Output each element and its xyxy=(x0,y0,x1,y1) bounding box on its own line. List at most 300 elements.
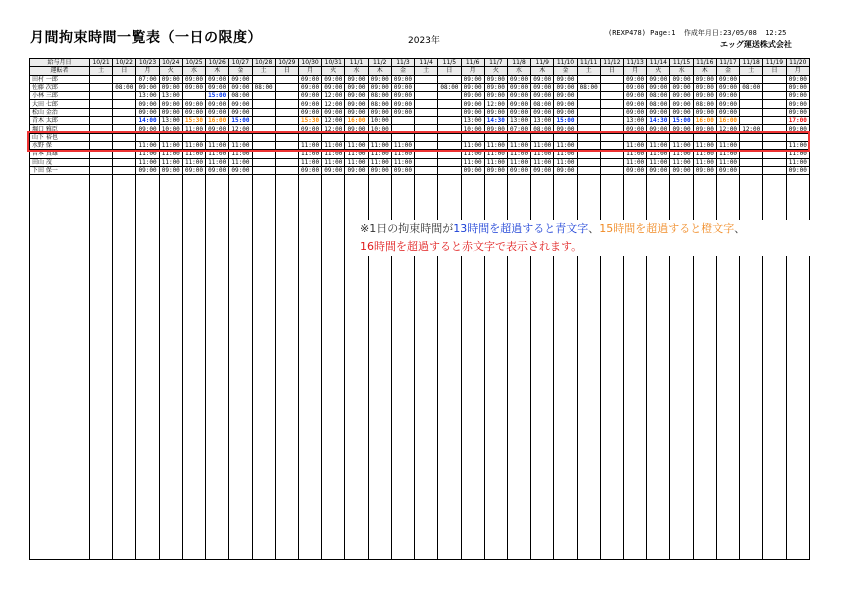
time-cell: 09:00 xyxy=(345,166,368,174)
time-cell: 11:00 xyxy=(461,141,484,149)
weekday-header-cell: 木 xyxy=(531,67,554,75)
note-sep-2: 、 xyxy=(734,222,746,235)
time-cell: 09:00 xyxy=(298,83,321,91)
time-cell xyxy=(415,100,438,108)
date-header-cell: 11/13 xyxy=(624,59,647,67)
time-cell xyxy=(763,141,786,149)
time-cell: 09:00 xyxy=(368,108,391,116)
report-year: 2023年 xyxy=(408,36,440,46)
time-cell: 11:00 xyxy=(670,141,693,149)
time-cell: 11:00 xyxy=(624,150,647,158)
time-cell: 09:00 xyxy=(345,92,368,100)
time-cell: 14:00 xyxy=(136,117,159,125)
time-cell: 09:00 xyxy=(229,166,252,174)
time-cell: 09:00 xyxy=(716,75,739,83)
date-header-cell: 10/23 xyxy=(136,59,159,67)
time-cell xyxy=(275,133,298,141)
time-cell xyxy=(600,150,623,158)
time-cell: 12:00 xyxy=(322,92,345,100)
time-cell xyxy=(391,117,414,125)
time-cell: 11:00 xyxy=(716,158,739,166)
time-cell: 09:00 xyxy=(786,108,809,116)
page-title: 月間拘束時間一覧表（一日の限度） xyxy=(30,30,262,46)
weekday-header-cell: 金 xyxy=(554,67,577,75)
driver-row xyxy=(30,150,810,158)
weekday-header-cell: 月 xyxy=(624,67,647,75)
weekday-header-cell: 水 xyxy=(345,67,368,75)
time-cell: 11:00 xyxy=(229,158,252,166)
time-cell xyxy=(600,92,623,100)
time-cell xyxy=(252,117,275,125)
time-cell xyxy=(740,141,763,149)
time-cell xyxy=(252,100,275,108)
time-cell xyxy=(600,166,623,174)
time-cell: 11:00 xyxy=(182,141,205,149)
time-cell: 10:00 xyxy=(461,125,484,133)
time-cell: 11:00 xyxy=(693,158,716,166)
time-cell xyxy=(415,150,438,158)
time-cell: 11:00 xyxy=(182,150,205,158)
time-cell xyxy=(600,100,623,108)
time-cell xyxy=(182,92,205,100)
time-cell: 09:00 xyxy=(461,75,484,83)
driver-name-cell: 吉本 真雄 xyxy=(30,150,90,158)
time-cell xyxy=(90,83,113,91)
time-cell xyxy=(415,108,438,116)
time-cell: 09:00 xyxy=(484,92,507,100)
weekday-header-cell: 土 xyxy=(415,67,438,75)
time-cell xyxy=(438,133,461,141)
time-cell: 09:00 xyxy=(484,166,507,174)
time-cell xyxy=(438,75,461,83)
time-cell: 12:00 xyxy=(484,100,507,108)
blank-cell xyxy=(90,175,113,560)
time-cell xyxy=(415,158,438,166)
time-cell: 09:00 xyxy=(693,125,716,133)
time-cell: 09:00 xyxy=(786,100,809,108)
date-header-cell: 11/12 xyxy=(600,59,623,67)
time-cell: 09:00 xyxy=(461,92,484,100)
time-cell xyxy=(577,141,600,149)
time-cell: 09:00 xyxy=(159,100,182,108)
time-cell: 09:00 xyxy=(345,125,368,133)
time-cell: 11:00 xyxy=(461,158,484,166)
time-cell xyxy=(391,133,414,141)
time-cell: 09:00 xyxy=(461,100,484,108)
time-cell xyxy=(275,75,298,83)
time-cell: 12:00 xyxy=(322,125,345,133)
weekday-header-cell: 日 xyxy=(275,67,298,75)
time-cell xyxy=(600,117,623,125)
time-cell xyxy=(763,125,786,133)
time-cell: 11:00 xyxy=(531,150,554,158)
time-cell: 09:00 xyxy=(298,92,321,100)
time-cell: 09:00 xyxy=(391,75,414,83)
time-cell: 09:00 xyxy=(531,166,554,174)
time-cell: 11:00 xyxy=(554,141,577,149)
date-header-cell: 11/20 xyxy=(786,59,809,67)
time-cell xyxy=(159,133,182,141)
time-cell: 09:00 xyxy=(554,75,577,83)
time-cell xyxy=(252,108,275,116)
time-cell: 09:00 xyxy=(298,100,321,108)
date-header-cell: 10/31 xyxy=(322,59,345,67)
blank-cell xyxy=(113,175,136,560)
report-meta: (REXP478) Page:1 作成年月日:23/05/08 12:25 xyxy=(608,29,787,37)
time-cell: 11:00 xyxy=(345,158,368,166)
time-cell: 11:00 xyxy=(647,141,670,149)
time-cell: 07:00 xyxy=(136,75,159,83)
time-cell: 10:00 xyxy=(368,125,391,133)
time-cell xyxy=(275,108,298,116)
driver-name-cell: 山下 裕也 xyxy=(30,133,90,141)
driver-name-cell: 佐藤 次郎 xyxy=(30,83,90,91)
time-cell: 11:00 xyxy=(136,158,159,166)
time-cell: 09:00 xyxy=(484,75,507,83)
time-cell: 09:00 xyxy=(159,166,182,174)
time-cell: 11:00 xyxy=(786,150,809,158)
time-cell: 11:00 xyxy=(554,158,577,166)
header-label-date: 給与月日 xyxy=(30,59,90,67)
time-cell: 16:00 xyxy=(206,117,229,125)
blank-cell xyxy=(136,175,159,560)
time-cell xyxy=(438,108,461,116)
date-header-cell: 11/14 xyxy=(647,59,670,67)
time-cell: 09:00 xyxy=(716,166,739,174)
time-cell: 09:00 xyxy=(298,75,321,83)
date-header-cell: 11/9 xyxy=(531,59,554,67)
time-cell xyxy=(438,150,461,158)
time-cell: 09:00 xyxy=(786,125,809,133)
time-cell: 09:00 xyxy=(507,92,530,100)
date-header-cell: 10/27 xyxy=(229,59,252,67)
time-cell: 09:00 xyxy=(716,92,739,100)
time-cell: 11:00 xyxy=(322,141,345,149)
time-cell: 11:00 xyxy=(182,158,205,166)
time-cell: 08:00 xyxy=(740,83,763,91)
time-cell xyxy=(740,158,763,166)
time-cell: 11:00 xyxy=(206,141,229,149)
time-cell: 09:00 xyxy=(368,83,391,91)
time-cell: 09:00 xyxy=(670,75,693,83)
time-cell: 15:00 xyxy=(670,117,693,125)
time-cell: 09:00 xyxy=(182,100,205,108)
time-cell: 09:00 xyxy=(368,75,391,83)
time-cell: 09:00 xyxy=(484,108,507,116)
time-cell xyxy=(577,75,600,83)
driver-name-cell: 田山 茂 xyxy=(30,158,90,166)
time-cell xyxy=(136,133,159,141)
weekday-header-cell: 水 xyxy=(182,67,205,75)
weekday-header-cell: 土 xyxy=(90,67,113,75)
time-cell: 11:00 xyxy=(182,125,205,133)
time-cell: 09:00 xyxy=(484,125,507,133)
time-cell xyxy=(577,108,600,116)
time-cell xyxy=(252,150,275,158)
time-cell: 11:00 xyxy=(298,158,321,166)
time-cell: 09:00 xyxy=(624,125,647,133)
header-row-weekdays xyxy=(30,67,810,75)
time-cell: 09:00 xyxy=(554,166,577,174)
note-sep-1: 、 xyxy=(588,222,600,235)
time-cell xyxy=(600,75,623,83)
time-cell xyxy=(275,117,298,125)
weekday-header-cell: 土 xyxy=(577,67,600,75)
time-cell xyxy=(716,133,739,141)
time-cell: 11:00 xyxy=(229,141,252,149)
time-cell: 11:00 xyxy=(229,150,252,158)
weekday-header-cell: 月 xyxy=(298,67,321,75)
time-cell xyxy=(763,83,786,91)
time-cell: 09:00 xyxy=(322,108,345,116)
time-cell: 09:00 xyxy=(345,83,368,91)
time-cell: 11:00 xyxy=(391,150,414,158)
time-cell: 09:00 xyxy=(229,108,252,116)
time-cell: 11:00 xyxy=(322,150,345,158)
time-cell xyxy=(484,133,507,141)
driver-name-cell: 松山 金治 xyxy=(30,108,90,116)
time-cell: 11:00 xyxy=(531,141,554,149)
date-header-cell: 11/19 xyxy=(763,59,786,67)
blank-cell xyxy=(298,175,321,560)
driver-row xyxy=(30,166,810,174)
time-cell xyxy=(786,133,809,141)
time-cell: 09:00 xyxy=(693,75,716,83)
time-cell: 09:00 xyxy=(206,125,229,133)
time-cell: 09:00 xyxy=(716,108,739,116)
driver-name-cell: 下田 保一 xyxy=(30,166,90,174)
time-cell xyxy=(438,100,461,108)
time-cell: 09:00 xyxy=(484,83,507,91)
time-cell: 09:00 xyxy=(206,100,229,108)
time-cell xyxy=(461,133,484,141)
time-cell xyxy=(345,133,368,141)
driver-name-cell: 堀口 雅臣 xyxy=(30,125,90,133)
time-cell: 16:00 xyxy=(345,117,368,125)
time-cell xyxy=(113,158,136,166)
time-cell: 10:00 xyxy=(368,117,391,125)
date-header-cell: 10/30 xyxy=(298,59,321,67)
time-cell: 09:00 xyxy=(298,166,321,174)
date-header-cell: 11/5 xyxy=(438,59,461,67)
time-cell: 09:00 xyxy=(368,166,391,174)
time-cell: 07:00 xyxy=(507,125,530,133)
time-cell: 11:00 xyxy=(624,158,647,166)
driver-row xyxy=(30,75,810,83)
time-cell: 15:30 xyxy=(182,117,205,125)
time-cell: 14:30 xyxy=(484,117,507,125)
time-cell: 09:00 xyxy=(647,75,670,83)
time-cell: 09:00 xyxy=(693,108,716,116)
time-cell xyxy=(206,133,229,141)
date-header-cell: 11/4 xyxy=(415,59,438,67)
time-cell xyxy=(90,117,113,125)
driver-row xyxy=(30,100,810,108)
time-cell xyxy=(391,125,414,133)
time-cell xyxy=(322,133,345,141)
time-cell xyxy=(252,133,275,141)
time-cell xyxy=(624,133,647,141)
date-header-cell: 11/11 xyxy=(577,59,600,67)
time-cell xyxy=(415,92,438,100)
time-cell: 11:00 xyxy=(159,141,182,149)
time-cell xyxy=(275,125,298,133)
driver-row xyxy=(30,141,810,149)
time-cell xyxy=(415,166,438,174)
time-cell: 11:00 xyxy=(345,150,368,158)
time-cell: 09:00 xyxy=(716,83,739,91)
driver-name-cell: 田村 一郎 xyxy=(30,75,90,83)
driver-name-cell: 小林 三郎 xyxy=(30,92,90,100)
time-cell xyxy=(763,150,786,158)
time-cell: 08:00 xyxy=(438,83,461,91)
driver-row xyxy=(30,133,810,141)
date-header-cell: 10/24 xyxy=(159,59,182,67)
time-cell: 09:00 xyxy=(716,100,739,108)
date-header-cell: 11/10 xyxy=(554,59,577,67)
time-cell xyxy=(577,117,600,125)
time-cell: 11:00 xyxy=(345,141,368,149)
time-cell: 08:00 xyxy=(693,100,716,108)
time-cell xyxy=(275,150,298,158)
time-cell xyxy=(252,166,275,174)
note-blue-rule: 13時間を超過すると青文字 xyxy=(453,222,589,235)
time-cell xyxy=(577,125,600,133)
time-cell xyxy=(577,133,600,141)
time-cell: 11:00 xyxy=(647,158,670,166)
time-cell: 09:00 xyxy=(159,75,182,83)
time-cell xyxy=(182,133,205,141)
date-header-cell: 11/1 xyxy=(345,59,368,67)
time-cell: 09:00 xyxy=(647,125,670,133)
time-cell: 09:00 xyxy=(507,166,530,174)
time-cell: 09:00 xyxy=(322,75,345,83)
time-cell: 10:00 xyxy=(159,125,182,133)
time-cell: 11:00 xyxy=(484,158,507,166)
time-cell xyxy=(90,125,113,133)
weekday-header-cell: 水 xyxy=(507,67,530,75)
date-header-cell: 10/29 xyxy=(275,59,298,67)
time-cell: 17:00 xyxy=(786,117,809,125)
time-cell: 11:00 xyxy=(693,141,716,149)
time-cell xyxy=(90,108,113,116)
time-cell: 15:00 xyxy=(206,92,229,100)
blank-cell xyxy=(252,175,275,560)
time-cell: 13:00 xyxy=(159,92,182,100)
time-cell xyxy=(415,141,438,149)
time-cell xyxy=(252,75,275,83)
time-cell xyxy=(600,158,623,166)
time-cell xyxy=(507,133,530,141)
driver-row xyxy=(30,92,810,100)
time-cell: 08:00 xyxy=(531,125,554,133)
time-cell: 09:00 xyxy=(461,108,484,116)
weekday-header-cell: 火 xyxy=(647,67,670,75)
time-cell xyxy=(438,166,461,174)
time-cell xyxy=(415,125,438,133)
time-cell: 09:00 xyxy=(624,166,647,174)
time-cell: 09:00 xyxy=(345,75,368,83)
time-cell: 11:00 xyxy=(136,150,159,158)
time-cell xyxy=(415,83,438,91)
date-header-cell: 10/28 xyxy=(252,59,275,67)
weekday-header-cell: 木 xyxy=(206,67,229,75)
time-cell xyxy=(740,75,763,83)
time-cell xyxy=(113,92,136,100)
time-cell: 11:00 xyxy=(484,141,507,149)
blank-cell xyxy=(322,175,345,560)
time-cell: 09:00 xyxy=(670,83,693,91)
time-cell: 11:00 xyxy=(670,150,693,158)
driver-row xyxy=(30,83,810,91)
date-header-cell: 10/26 xyxy=(206,59,229,67)
time-cell xyxy=(600,83,623,91)
time-cell: 08:00 xyxy=(647,92,670,100)
weekday-header-cell: 火 xyxy=(322,67,345,75)
time-cell: 09:00 xyxy=(159,108,182,116)
time-cell: 11:00 xyxy=(507,150,530,158)
time-cell: 09:00 xyxy=(670,166,693,174)
time-cell: 11:00 xyxy=(786,158,809,166)
time-cell xyxy=(229,133,252,141)
time-cell xyxy=(252,158,275,166)
time-cell xyxy=(275,141,298,149)
time-cell: 09:00 xyxy=(554,100,577,108)
time-cell: 08:00 xyxy=(368,100,391,108)
note-red-rule: 16時間を超過すると赤文字で表示されます。 xyxy=(360,240,583,253)
time-cell: 09:00 xyxy=(298,125,321,133)
time-cell: 08:00 xyxy=(252,83,275,91)
time-cell: 09:00 xyxy=(206,75,229,83)
time-cell: 11:00 xyxy=(391,141,414,149)
time-cell: 13:00 xyxy=(136,92,159,100)
time-cell: 13:00 xyxy=(624,117,647,125)
blank-cell xyxy=(275,175,298,560)
time-cell: 15:00 xyxy=(554,117,577,125)
date-header-cell: 11/3 xyxy=(391,59,414,67)
time-cell xyxy=(531,133,554,141)
time-cell xyxy=(670,133,693,141)
date-header-cell: 11/16 xyxy=(693,59,716,67)
time-cell: 13:00 xyxy=(159,117,182,125)
date-header-cell: 11/2 xyxy=(368,59,391,67)
time-cell: 11:00 xyxy=(298,141,321,149)
time-cell: 09:00 xyxy=(531,92,554,100)
time-cell xyxy=(275,158,298,166)
time-cell: 09:00 xyxy=(531,83,554,91)
time-cell: 13:00 xyxy=(461,117,484,125)
note-prefix: ※1日の拘束時間が xyxy=(360,222,454,235)
time-cell: 12:00 xyxy=(322,117,345,125)
time-cell xyxy=(763,133,786,141)
time-cell xyxy=(113,125,136,133)
time-cell: 11:00 xyxy=(507,141,530,149)
time-cell xyxy=(415,117,438,125)
time-cell: 09:00 xyxy=(391,100,414,108)
time-cell xyxy=(577,92,600,100)
timesheet-table xyxy=(29,58,810,560)
time-cell: 09:00 xyxy=(391,83,414,91)
time-cell xyxy=(275,100,298,108)
time-cell xyxy=(763,158,786,166)
time-cell xyxy=(740,166,763,174)
time-cell xyxy=(368,133,391,141)
date-header-cell: 10/25 xyxy=(182,59,205,67)
company-name: エッグ運送株式会社 xyxy=(720,40,792,49)
time-cell xyxy=(298,133,321,141)
time-cell: 09:00 xyxy=(391,166,414,174)
driver-row xyxy=(30,158,810,166)
